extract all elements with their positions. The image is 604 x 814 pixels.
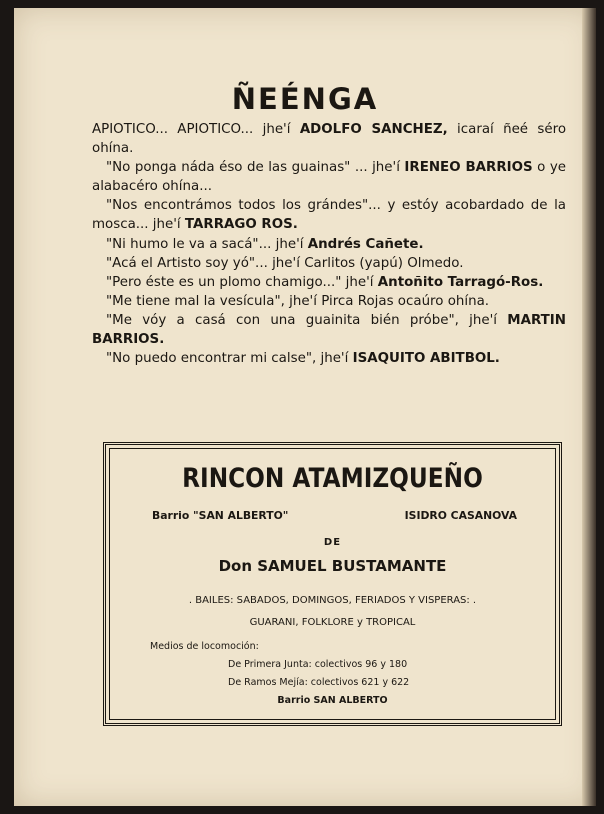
ad-title: RINCON ATAMIZQUEÑO xyxy=(182,463,483,494)
ad-music-genres: GUARANI, FOLKLORE y TROPICAL xyxy=(249,617,416,628)
speaker-name: Andrés Cañete. xyxy=(307,236,424,252)
article-text xyxy=(92,120,566,368)
quote-paragraph xyxy=(92,158,566,196)
page-spine xyxy=(582,8,596,806)
quote-text: "Ni humo le va a sacá"... jhe'í xyxy=(106,236,308,252)
quote-text: "Me vóy a casá con una guainita bién próbe", jhe'í xyxy=(106,312,508,328)
quote-paragraph xyxy=(92,196,566,234)
quote-paragraph xyxy=(92,254,566,273)
ad-transport-primera-junta: De Primera Junta: colectivos 96 y 180 xyxy=(228,659,408,670)
quote-text: APIOTICO... APIOTICO... jhe'í xyxy=(92,122,300,137)
quote-paragraph xyxy=(92,292,566,311)
ad-de-text: DE xyxy=(323,537,342,548)
advertisement-box xyxy=(103,442,562,726)
quote-paragraph xyxy=(92,349,566,368)
ad-proprietor: Don SAMUEL BUSTAMANTE xyxy=(218,557,447,575)
quote-text: "No puedo encontrar mi calse", jhe'í xyxy=(106,351,353,367)
ad-barrio-footer: Barrio SAN ALBERTO xyxy=(277,695,388,706)
speaker-name: ADOLFO SANCHEZ, xyxy=(299,122,448,137)
quote-paragraph xyxy=(92,273,566,292)
speaker-name: TARRAGO ROS. xyxy=(184,217,298,233)
quote-text: "No ponga náda éso de las guainas" ... jhe'í xyxy=(106,160,405,176)
ad-dances-schedule: . BAILES: SABADOS, DOMINGOS, FERIADOS Y VISPERAS: . xyxy=(188,595,477,606)
quote-paragraph xyxy=(92,311,566,349)
quote-paragraph xyxy=(92,120,566,158)
quote-text: o ye alabacéro ohína... xyxy=(92,160,567,195)
speaker-name: Antoñito Tarragó-Ros. xyxy=(377,274,544,290)
quote-text: "Acá el Artisto soy yó"... jhe'í Carlitos (yapú) Olmedo. xyxy=(106,255,464,271)
magazine-page xyxy=(14,8,596,806)
ad-barrio-label: Barrio "SAN ALBERTO" xyxy=(152,509,289,522)
ad-transport-ramos-mejia: De Ramos Mejía: colectivos 621 y 622 xyxy=(228,677,410,688)
quote-paragraph xyxy=(92,235,566,254)
quote-text: "Pero éste es un plomo chamigo..." jhe'í xyxy=(106,274,378,290)
ad-transport-heading: Medios de locomoción: xyxy=(150,641,259,652)
speaker-name: IRENEO BARRIOS xyxy=(404,160,533,176)
page-title: ÑEÉNGA xyxy=(231,82,379,116)
speaker-name: MARTIN BARRIOS. xyxy=(92,312,566,348)
quote-text: "Me tiene mal la vesícula", jhe'í Pirca Rojas ocaúro ohína. xyxy=(106,293,490,309)
speaker-name: ISAQUITO ABITBOL. xyxy=(352,351,500,367)
quote-text: "Nos encontrámos todos los grándes"... y estóy acobardado de la mosca... jhe'í xyxy=(92,198,566,233)
ad-owner-label: ISIDRO CASANOVA xyxy=(404,509,517,522)
quote-text: icaraí ñeé séro ohína. xyxy=(92,122,567,157)
